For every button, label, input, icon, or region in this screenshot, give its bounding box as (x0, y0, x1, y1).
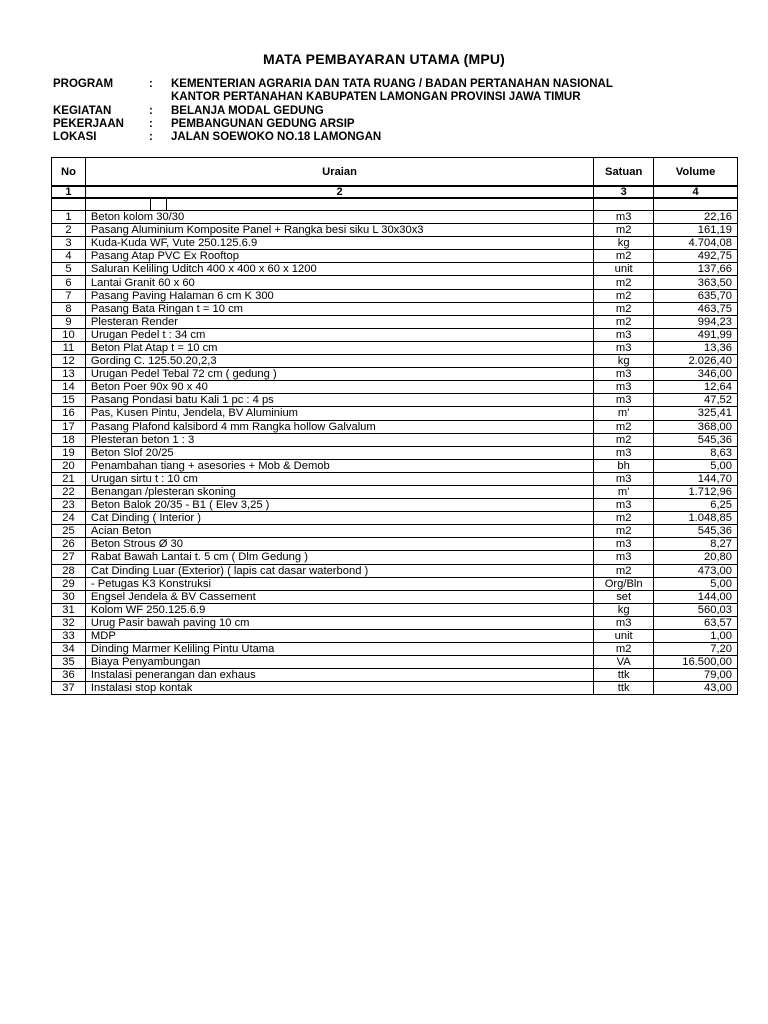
cell-satuan: kg (594, 603, 654, 616)
cell-no: 18 (52, 433, 86, 446)
program-value-2: KANTOR PERTANAHAN KABUPATEN LAMONGAN PROVINSI JAWA TIMUR (171, 91, 581, 103)
cell-satuan: m2 (594, 525, 654, 538)
program-colon: : (149, 78, 153, 90)
cell-uraian: Gording C. 125.50.20,2,3 (85, 355, 593, 368)
cell-no: 12 (52, 355, 86, 368)
cell-no: 21 (52, 472, 86, 485)
table-row (52, 656, 738, 669)
program-label: PROGRAM (53, 78, 114, 90)
table-row (52, 211, 738, 224)
cell-volume: 4.704,08 (654, 237, 738, 250)
cell-satuan: m2 (594, 643, 654, 656)
cell-uraian: Beton kolom 30/30 (85, 211, 593, 224)
cell-uraian: Lantai Granit 60 x 60 (85, 276, 593, 289)
cell-volume: 63,57 (654, 616, 738, 629)
cell-no: 28 (52, 564, 86, 577)
lokasi-label: LOKASI (53, 131, 97, 143)
table-row (52, 341, 738, 354)
divider (166, 199, 167, 210)
cell-satuan: m2 (594, 512, 654, 525)
spacer-cell (85, 198, 593, 211)
cell-satuan: Org/Bln (594, 577, 654, 590)
cell-no: 30 (52, 590, 86, 603)
cell-satuan: m3 (594, 472, 654, 485)
table-row (52, 407, 738, 420)
cell-no: 15 (52, 394, 86, 407)
cell-uraian: Pasang Aluminium Komposite Panel + Rangka besi siku L 30x30x3 (85, 224, 593, 237)
cell-volume: 346,00 (654, 368, 738, 381)
cell-satuan: m2 (594, 302, 654, 315)
cell-volume: 635,70 (654, 289, 738, 302)
cell-no: 25 (52, 525, 86, 538)
cell-uraian: Pasang Plafond kalsibord 4 mm Rangka hollow Galvalum (85, 420, 593, 433)
table-row (52, 420, 738, 433)
table-row (52, 381, 738, 394)
cell-no: 32 (52, 616, 86, 629)
cell-no: 29 (52, 577, 86, 590)
cell-no: 7 (52, 289, 86, 302)
column-number-1: 1 (52, 186, 86, 198)
table-row (52, 525, 738, 538)
cell-volume: 994,23 (654, 315, 738, 328)
cell-satuan: ttk (594, 682, 654, 695)
cell-satuan: VA (594, 656, 654, 669)
cell-satuan: m2 (594, 289, 654, 302)
lokasi-value: JALAN SOEWOKO NO.18 LAMONGAN (171, 131, 382, 143)
cell-volume: 463,75 (654, 302, 738, 315)
cell-satuan: m2 (594, 433, 654, 446)
kegiatan-colon: : (149, 105, 153, 117)
cell-volume: 6,25 (654, 499, 738, 512)
cell-volume: 363,50 (654, 276, 738, 289)
cell-volume: 8,27 (654, 538, 738, 551)
table-row (52, 577, 738, 590)
cell-satuan: m2 (594, 276, 654, 289)
column-number-row (52, 186, 738, 198)
cell-volume: 7,20 (654, 643, 738, 656)
cell-satuan: m' (594, 407, 654, 420)
cell-satuan: m3 (594, 211, 654, 224)
cell-uraian: Pasang Paving Halaman 6 cm K 300 (85, 289, 593, 302)
cell-satuan: kg (594, 355, 654, 368)
cell-uraian: Urugan Pedel Tebal 72 cm ( gedung ) (85, 368, 593, 381)
cell-no: 11 (52, 341, 86, 354)
cell-uraian: Acian Beton (85, 525, 593, 538)
cell-volume: 2.026,40 (654, 355, 738, 368)
column-number-2: 2 (85, 186, 593, 198)
cell-uraian: Kolom WF 250.125.6.9 (85, 603, 593, 616)
table-row (52, 263, 738, 276)
table-row (52, 682, 738, 695)
cell-uraian: Penambahan tiang + asesories + Mob & Demob (85, 459, 593, 472)
cell-satuan: m3 (594, 538, 654, 551)
cell-volume: 144,70 (654, 472, 738, 485)
cell-no: 3 (52, 237, 86, 250)
cell-uraian: Cat Dinding ( Interior ) (85, 512, 593, 525)
cell-uraian: Biaya Penyambungan (85, 656, 593, 669)
table-row (52, 616, 738, 629)
cell-no: 26 (52, 538, 86, 551)
pekerjaan-value: PEMBANGUNAN GEDUNG ARSIP (171, 118, 355, 130)
cell-uraian: - Petugas K3 Konstruksi (85, 577, 593, 590)
cell-satuan: m3 (594, 381, 654, 394)
table-row (52, 328, 738, 341)
cell-satuan: m3 (594, 616, 654, 629)
table-row (52, 446, 738, 459)
table-row (52, 433, 738, 446)
cell-uraian: Pas, Kusen Pintu, Jendela, BV Aluminium (85, 407, 593, 420)
cell-uraian: Kuda-Kuda WF, Vute 250.125.6.9 (85, 237, 593, 250)
cell-no: 4 (52, 250, 86, 263)
cell-satuan: m' (594, 485, 654, 498)
cell-no: 10 (52, 328, 86, 341)
cell-satuan: m2 (594, 564, 654, 577)
table-row (52, 485, 738, 498)
cell-volume: 545,36 (654, 525, 738, 538)
table-row (52, 276, 738, 289)
cell-no: 16 (52, 407, 86, 420)
cell-satuan: ttk (594, 669, 654, 682)
table-row (52, 315, 738, 328)
table-row (52, 499, 738, 512)
cell-uraian: Saluran Keliling Uditch 400 x 400 x 60 x 1200 (85, 263, 593, 276)
cell-volume: 473,00 (654, 564, 738, 577)
cell-volume: 22,16 (654, 211, 738, 224)
cell-volume: 5,00 (654, 459, 738, 472)
cell-no: 8 (52, 302, 86, 315)
cell-volume: 16.500,00 (654, 656, 738, 669)
cell-volume: 1,00 (654, 630, 738, 643)
cell-uraian: Cat Dinding Luar (Exterior) ( lapis cat dasar waterbond ) (85, 564, 593, 577)
cell-satuan: m3 (594, 328, 654, 341)
cell-uraian: Urug Pasir bawah paving 10 cm (85, 616, 593, 629)
cell-uraian: Beton Slof 20/25 (85, 446, 593, 459)
cell-volume: 492,75 (654, 250, 738, 263)
table-row (52, 394, 738, 407)
column-header-no: No (52, 158, 86, 187)
cell-satuan: m3 (594, 368, 654, 381)
cell-uraian: Urugan Pedel t : 34 cm (85, 328, 593, 341)
cell-uraian: Beton Strous Ø 30 (85, 538, 593, 551)
cell-uraian: Instalasi penerangan dan exhaus (85, 669, 593, 682)
cell-uraian: Plesteran Render (85, 315, 593, 328)
cell-satuan: m3 (594, 499, 654, 512)
cell-satuan: m3 (594, 446, 654, 459)
table-row (52, 630, 738, 643)
table-row (52, 302, 738, 315)
cell-volume: 47,52 (654, 394, 738, 407)
cell-no: 33 (52, 630, 86, 643)
cell-no: 20 (52, 459, 86, 472)
cell-satuan: m2 (594, 315, 654, 328)
cell-volume: 1.712,96 (654, 485, 738, 498)
table-row (52, 355, 738, 368)
table-row (52, 237, 738, 250)
cell-no: 19 (52, 446, 86, 459)
cell-uraian: Benangan /plesteran skoning (85, 485, 593, 498)
mpu-table (51, 157, 738, 695)
cell-uraian: Pasang Pondasi batu Kali 1 pc : 4 ps (85, 394, 593, 407)
spacer-cell (594, 198, 654, 211)
cell-volume: 137,66 (654, 263, 738, 276)
cell-satuan: m2 (594, 250, 654, 263)
cell-uraian: Pasang Bata Ringan t = 10 cm (85, 302, 593, 315)
cell-volume: 43,00 (654, 682, 738, 695)
column-number-3: 3 (594, 186, 654, 198)
spacer-row (52, 198, 738, 211)
kegiatan-value: BELANJA MODAL GEDUNG (171, 105, 324, 117)
cell-no: 6 (52, 276, 86, 289)
cell-no: 1 (52, 211, 86, 224)
cell-satuan: kg (594, 237, 654, 250)
column-header-uraian: Uraian (85, 158, 593, 187)
cell-volume: 545,36 (654, 433, 738, 446)
table-row (52, 551, 738, 564)
spacer-cell (654, 198, 738, 211)
table-row (52, 250, 738, 263)
cell-volume: 560,03 (654, 603, 738, 616)
column-number-4: 4 (654, 186, 738, 198)
cell-no: 13 (52, 368, 86, 381)
cell-no: 2 (52, 224, 86, 237)
pekerjaan-colon: : (149, 118, 153, 130)
cell-uraian: MDP (85, 630, 593, 643)
cell-uraian: Engsel Jendela & BV Cassement (85, 590, 593, 603)
table-row (52, 564, 738, 577)
cell-no: 5 (52, 263, 86, 276)
cell-volume: 5,00 (654, 577, 738, 590)
column-header-volume: Volume (654, 158, 738, 187)
cell-no: 34 (52, 643, 86, 656)
cell-satuan: unit (594, 630, 654, 643)
lokasi-colon: : (149, 131, 153, 143)
cell-uraian: Instalasi stop kontak (85, 682, 593, 695)
table-row (52, 538, 738, 551)
cell-uraian: Rabat Bawah Lantai t. 5 cm ( Dlm Gedung ) (85, 551, 593, 564)
cell-no: 14 (52, 381, 86, 394)
program-value-1: KEMENTERIAN AGRARIA DAN TATA RUANG / BADAN PERTANAHAN NASIONAL (171, 78, 613, 90)
spacer-cell (52, 198, 86, 211)
cell-volume: 491,99 (654, 328, 738, 341)
cell-volume: 13,36 (654, 341, 738, 354)
table-row (52, 472, 738, 485)
table-row (52, 512, 738, 525)
table-row (52, 643, 738, 656)
cell-uraian: Beton Balok 20/35 - B1 ( Elev 3,25 ) (85, 499, 593, 512)
cell-satuan: bh (594, 459, 654, 472)
table-row (52, 669, 738, 682)
column-header-satuan: Satuan (594, 158, 654, 187)
cell-volume: 368,00 (654, 420, 738, 433)
cell-satuan: m2 (594, 420, 654, 433)
cell-satuan: m3 (594, 341, 654, 354)
table-body (52, 211, 738, 695)
page-title: MATA PEMBAYARAN UTAMA (MPU) (262, 51, 506, 67)
cell-no: 9 (52, 315, 86, 328)
divider (150, 199, 151, 210)
cell-no: 22 (52, 485, 86, 498)
cell-satuan: unit (594, 263, 654, 276)
cell-volume: 161,19 (654, 224, 738, 237)
cell-no: 24 (52, 512, 86, 525)
kegiatan-label: KEGIATAN (53, 105, 112, 117)
cell-no: 36 (52, 669, 86, 682)
cell-no: 31 (52, 603, 86, 616)
cell-uraian: Beton Poer 90x 90 x 40 (85, 381, 593, 394)
cell-no: 35 (52, 656, 86, 669)
cell-satuan: set (594, 590, 654, 603)
table-row (52, 224, 738, 237)
cell-volume: 8,63 (654, 446, 738, 459)
cell-volume: 79,00 (654, 669, 738, 682)
cell-satuan: m3 (594, 394, 654, 407)
cell-volume: 325,41 (654, 407, 738, 420)
cell-uraian: Dinding Marmer Keliling Pintu Utama (85, 643, 593, 656)
cell-satuan: m3 (594, 551, 654, 564)
cell-uraian: Beton Plat Atap t = 10 cm (85, 341, 593, 354)
table-row (52, 289, 738, 302)
pekerjaan-label: PEKERJAAN (53, 118, 124, 130)
cell-uraian: Plesteran beton 1 : 3 (85, 433, 593, 446)
table-row (52, 459, 738, 472)
cell-volume: 144,00 (654, 590, 738, 603)
table-row (52, 590, 738, 603)
cell-uraian: Urugan sirtu t : 10 cm (85, 472, 593, 485)
cell-no: 23 (52, 499, 86, 512)
cell-uraian: Pasang Atap PVC Ex Rooftop (85, 250, 593, 263)
cell-volume: 20,80 (654, 551, 738, 564)
cell-satuan: m2 (594, 224, 654, 237)
cell-no: 17 (52, 420, 86, 433)
cell-volume: 12,64 (654, 381, 738, 394)
table-row (52, 368, 738, 381)
cell-volume: 1.048,85 (654, 512, 738, 525)
table-header-row (52, 158, 738, 187)
table-row (52, 603, 738, 616)
cell-no: 37 (52, 682, 86, 695)
cell-no: 27 (52, 551, 86, 564)
